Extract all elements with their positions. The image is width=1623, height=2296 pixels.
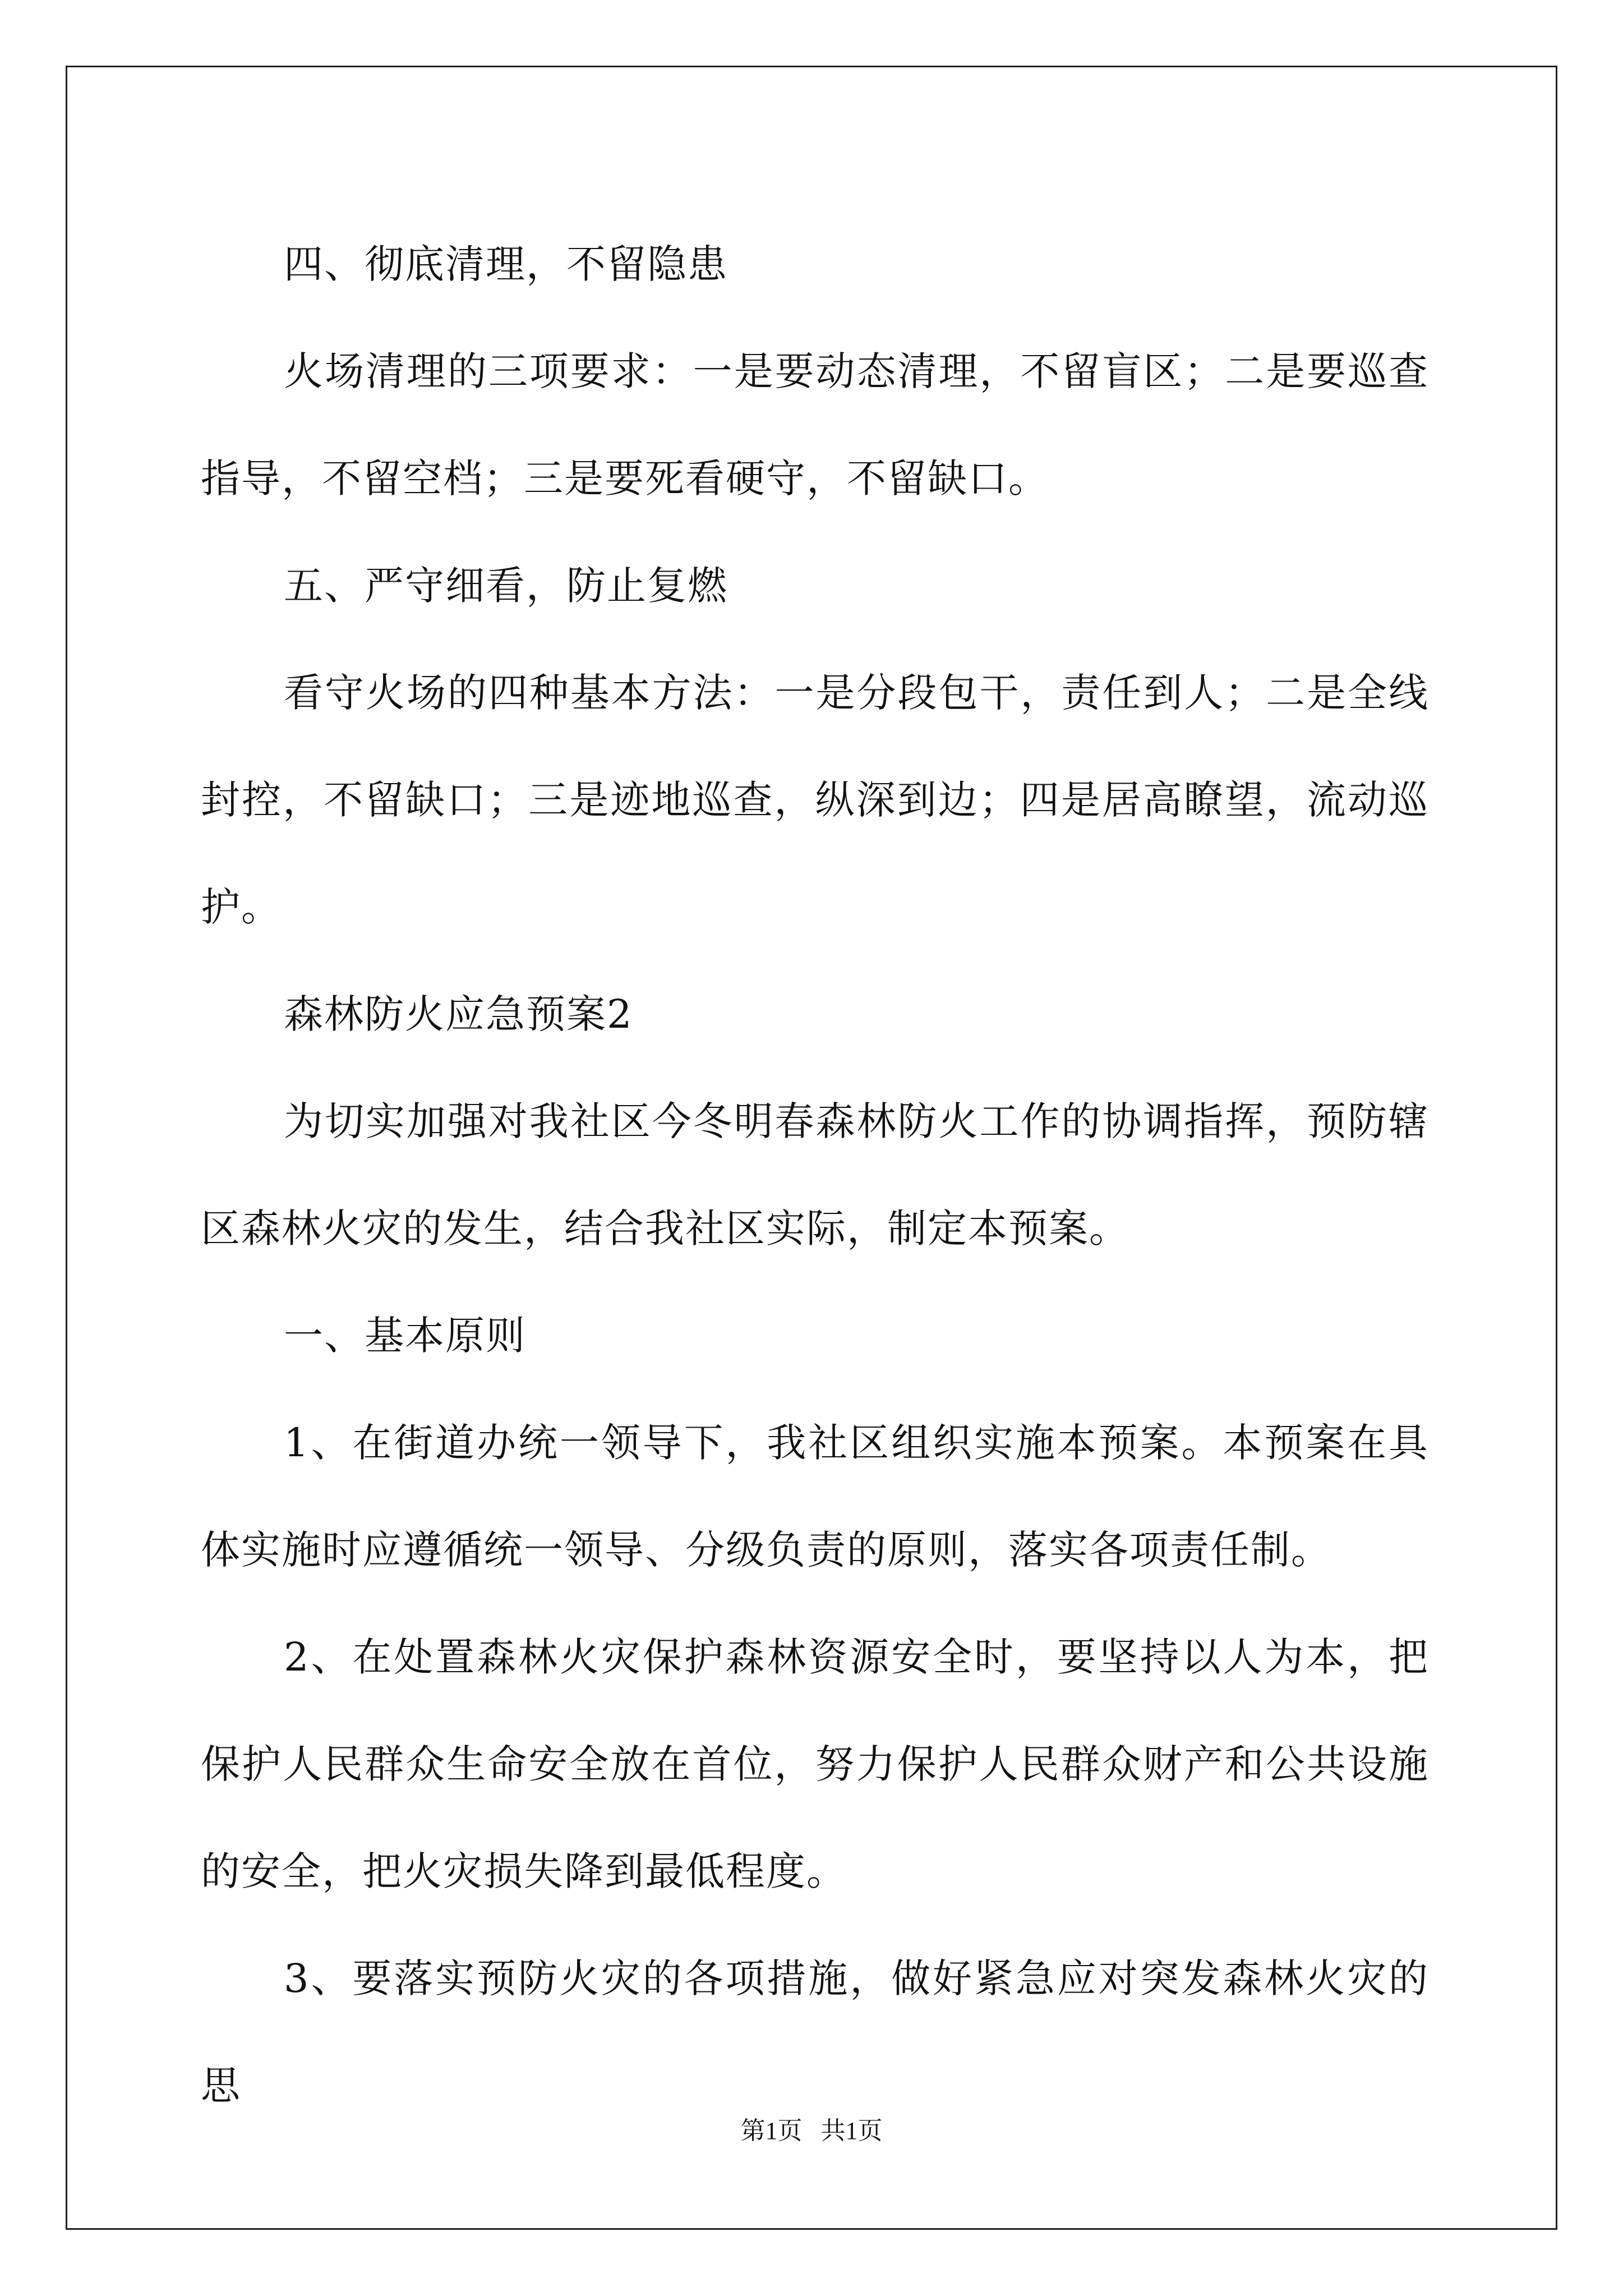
paragraph-intro: 为切实加强对我社区今冬明春森林防火工作的协调指挥，预防辖区森林火灾的发生，结合我社区实际，制定本预案。 xyxy=(201,1098,1429,1251)
section-heading-5: 五、严守细看，防止复燃 xyxy=(284,563,728,609)
paragraph-principle-2: 2、在处置森林火灾保护森林资源安全时，要坚持以人为本，把保护人民群众生命安全放在首位，努力保护人民群众财产和公共设施的安全，把火灾损失降到最低程度。 xyxy=(201,1634,1429,1894)
paragraph-guard-methods: 看守火场的四种基本方法：一是分段包干，责任到人；二是全线封控，不留缺口；三是迹地巡查，纵深到边；四是居高瞭望，流动巡护。 xyxy=(201,670,1429,930)
document-body xyxy=(201,211,1429,2139)
paragraph-principle-1: 1、在街道办统一领导下，我社区组织实施本预案。本预案在具体实施时应遵循统一领导、分级负责的原则，落实各项责任制。 xyxy=(201,1420,1429,1573)
plan-title: 森林防火应急预案2 xyxy=(284,991,633,1037)
page-number: 第1页 xyxy=(740,2117,803,2145)
section-heading-principles: 一、基本原则 xyxy=(284,1313,526,1359)
page-footer xyxy=(0,2110,1623,2146)
paragraph-principle-3: 3、要落实预防火灾的各项措施，做好紧急应对突发森林火灾的思 xyxy=(201,1955,1429,2109)
paragraph-fire-cleanup: 火场清理的三项要求：一是要动态清理，不留盲区；二是要巡查指导，不留空档；三是要死看硬守，不留缺口。 xyxy=(201,348,1429,501)
page-total: 共1页 xyxy=(820,2117,883,2145)
section-heading-4: 四、彻底清理，不留隐患 xyxy=(284,241,728,287)
